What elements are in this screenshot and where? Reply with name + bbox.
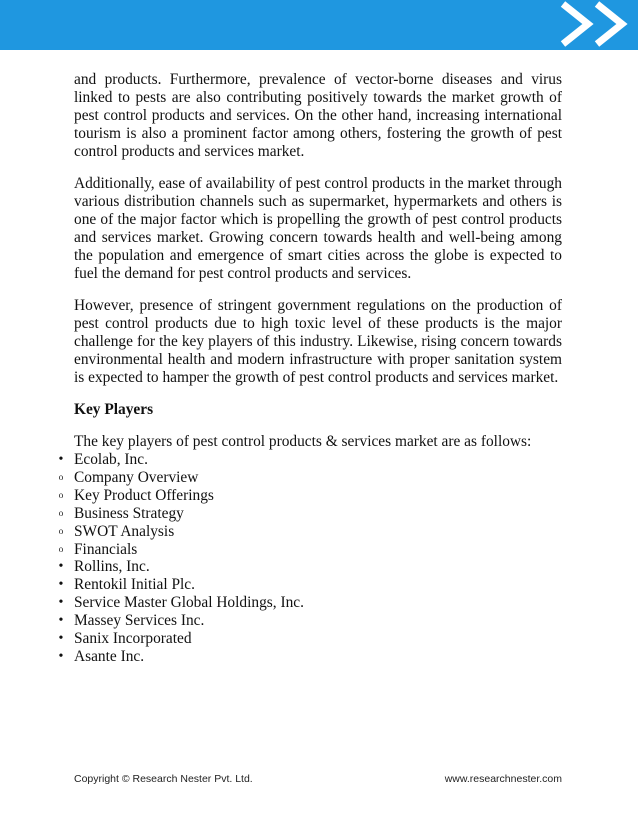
list-item: [58, 576, 562, 594]
header-bar: [0, 0, 638, 50]
list-item-label: Rollins, Inc.: [74, 558, 150, 576]
list-item-label: Sanix Incorporated: [74, 630, 192, 648]
list-item: [58, 451, 562, 469]
list-item: [58, 468, 562, 487]
bullet-icon: •: [58, 648, 64, 664]
list-item: [58, 522, 562, 541]
paragraph-2: Additionally, ease of availability of pest control products in the market through various distribution channels such as supermarket, hypermarkets and others is one of the major factor which is propelling the growth of pest control products and services market. Growing concern towards health and well-being among the population and emergence of smart cities across the globe is expected to fuel the demand for pest control products and services.: [74, 175, 562, 282]
list-item: [58, 558, 562, 576]
list-item: [58, 594, 562, 612]
bullet-icon: •: [58, 452, 64, 467]
key-players-list: [58, 451, 562, 666]
bullet-icon: •: [58, 631, 64, 647]
list-item-label: Ecolab, Inc.: [74, 451, 148, 468]
header-banner: [0, 0, 638, 50]
list-item: [58, 540, 562, 559]
circle-bullet-icon: o: [58, 525, 64, 536]
bullet-icon: •: [58, 595, 64, 611]
key-players-heading: Key Players: [74, 401, 154, 418]
list-item: [58, 612, 562, 630]
list-item-label: Service Master Global Holdings, Inc.: [74, 594, 304, 612]
body-text: [58, 71, 562, 666]
list-item: [58, 647, 562, 666]
circle-bullet-icon: o: [58, 471, 64, 482]
list-item: [58, 630, 562, 648]
list-item-label: Asante Inc.: [74, 647, 145, 665]
copyright-text: Copyright © Research Nester Pvt. Ltd.: [74, 773, 253, 785]
bullet-icon: •: [58, 559, 64, 575]
paragraph-1: and products. Furthermore, prevalence of vector-borne diseases and virus linked to pests are also contributing positively towards the market growth of pest control products and services. On the other hand, increasing international tourism is also a prominent factor among others, fostering the growth of pest control products and services market.: [74, 71, 562, 160]
paragraph-3: However, presence of stringent government regulations on the production of pest control products due to high toxic level of these products is the major challenge for the key players of this industry. Likewise, rising concern towards environmental health and modern infrastructure with proper sanitation system is expected to hamper the growth of pest control products and services market.: [74, 297, 562, 386]
list-item: [58, 486, 562, 505]
list-item-label: Key Product Offerings: [74, 486, 214, 504]
list-item-label: Massey Services Inc.: [74, 612, 205, 630]
key-players-intro: The key players of pest control products & services market are as follows:: [74, 433, 532, 450]
list-item-label: Company Overview: [74, 468, 199, 486]
list-item-label: SWOT Analysis: [74, 522, 175, 540]
list-item-label: Rentokil Initial Plc.: [74, 576, 195, 594]
list-item-label: Business Strategy: [74, 504, 184, 522]
website-link[interactable]: www.researchnester.com: [444, 773, 562, 785]
circle-bullet-icon: o: [58, 507, 64, 518]
circle-bullet-icon: o: [58, 489, 64, 500]
circle-bullet-icon: o: [58, 543, 64, 554]
footer: [74, 773, 562, 789]
bullet-icon: •: [58, 613, 64, 629]
list-item-label: Financials: [74, 540, 138, 558]
list-item: [58, 504, 562, 523]
bullet-icon: •: [58, 577, 64, 593]
